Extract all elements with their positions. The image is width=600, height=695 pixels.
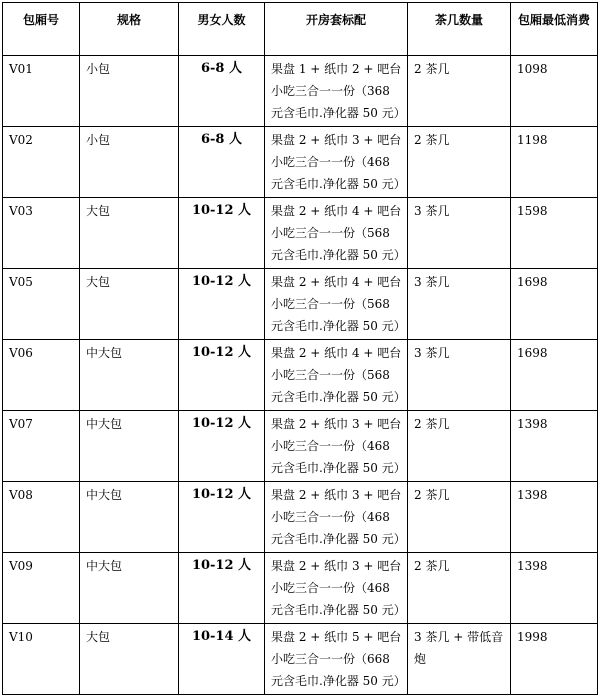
room-number-cell: V05 [3,269,80,340]
table-count-cell: 2 茶几 [408,56,511,127]
min-spend-cell: 1398 [511,411,598,482]
header-min-spend: 包厢最低消费 [511,3,598,56]
header-room: 包厢号 [3,3,80,56]
table-row [3,340,598,411]
people-count-cell: 6-8 人 [179,56,265,127]
room-number-cell: V02 [3,127,80,198]
min-spend-cell: 1698 [511,340,598,411]
room-size-cell: 大包 [80,198,179,269]
people-count-cell: 10-12 人 [179,482,265,553]
table-row [3,198,598,269]
min-spend-cell: 1098 [511,56,598,127]
room-size-cell: 大包 [80,624,179,695]
people-count-cell: 10-12 人 [179,340,265,411]
min-spend-cell: 1598 [511,198,598,269]
table-count-cell: 3 茶几 [408,269,511,340]
package-cell: 果盘 2 + 纸巾 3 + 吧台小吃三合一一份（468 元含毛巾.净化器 50 元） [265,127,408,198]
table-row [3,411,598,482]
table-row [3,127,598,198]
room-size-cell: 中大包 [80,482,179,553]
room-price-table [2,2,598,695]
room-number-cell: V03 [3,198,80,269]
room-number-cell: V09 [3,553,80,624]
people-count-cell: 10-12 人 [179,553,265,624]
table-count-cell: 3 茶几 [408,340,511,411]
room-number-cell: V01 [3,56,80,127]
package-cell: 果盘 2 + 纸巾 3 + 吧台小吃三合一一份（468 元含毛巾.净化器 50 元） [265,482,408,553]
min-spend-cell: 1398 [511,553,598,624]
room-number-cell: V08 [3,482,80,553]
people-count-cell: 10-12 人 [179,269,265,340]
header-people: 男女人数 [179,3,265,56]
table-count-cell: 2 茶几 [408,127,511,198]
header-row [3,3,598,56]
min-spend-cell: 1198 [511,127,598,198]
table-row [3,482,598,553]
min-spend-cell: 1998 [511,624,598,695]
room-number-cell: V06 [3,340,80,411]
people-count-cell: 6-8 人 [179,127,265,198]
table-count-cell: 3 茶几 [408,198,511,269]
min-spend-cell: 1398 [511,482,598,553]
people-count-cell: 10-14 人 [179,624,265,695]
people-count-cell: 10-12 人 [179,198,265,269]
room-size-cell: 大包 [80,269,179,340]
package-cell: 果盘 2 + 纸巾 4 + 吧台小吃三合一一份（568 元含毛巾.净化器 50 元） [265,198,408,269]
package-cell: 果盘 2 + 纸巾 3 + 吧台小吃三合一一份（468 元含毛巾.净化器 50 元） [265,553,408,624]
room-size-cell: 小包 [80,56,179,127]
package-cell: 果盘 2 + 纸巾 4 + 吧台小吃三合一一份（568 元含毛巾.净化器 50 元） [265,340,408,411]
package-cell: 果盘 2 + 纸巾 4 + 吧台小吃三合一一份（568 元含毛巾.净化器 50 元） [265,269,408,340]
min-spend-cell: 1698 [511,269,598,340]
table-count-cell: 2 茶几 [408,482,511,553]
table-count-cell: 2 茶几 [408,553,511,624]
table-row [3,624,598,695]
room-number-cell: V07 [3,411,80,482]
room-size-cell: 中大包 [80,553,179,624]
table-row [3,269,598,340]
people-count-cell: 10-12 人 [179,411,265,482]
room-size-cell: 小包 [80,127,179,198]
header-size: 规格 [80,3,179,56]
table-count-cell: 3 茶几 + 带低音炮 [408,624,511,695]
package-cell: 果盘 2 + 纸巾 5 + 吧台小吃三合一一份（668 元含毛巾.净化器 50 元） [265,624,408,695]
table-count-cell: 2 茶几 [408,411,511,482]
room-size-cell: 中大包 [80,411,179,482]
package-cell: 果盘 2 + 纸巾 3 + 吧台小吃三合一一份（468 元含毛巾.净化器 50 元） [265,411,408,482]
room-number-cell: V10 [3,624,80,695]
header-package: 开房套标配 [265,3,408,56]
table-row [3,56,598,127]
room-size-cell: 中大包 [80,340,179,411]
header-tables: 茶几数量 [408,3,511,56]
package-cell: 果盘 1 + 纸巾 2 + 吧台小吃三合一一份（368 元含毛巾.净化器 50 元） [265,56,408,127]
table-row [3,553,598,624]
